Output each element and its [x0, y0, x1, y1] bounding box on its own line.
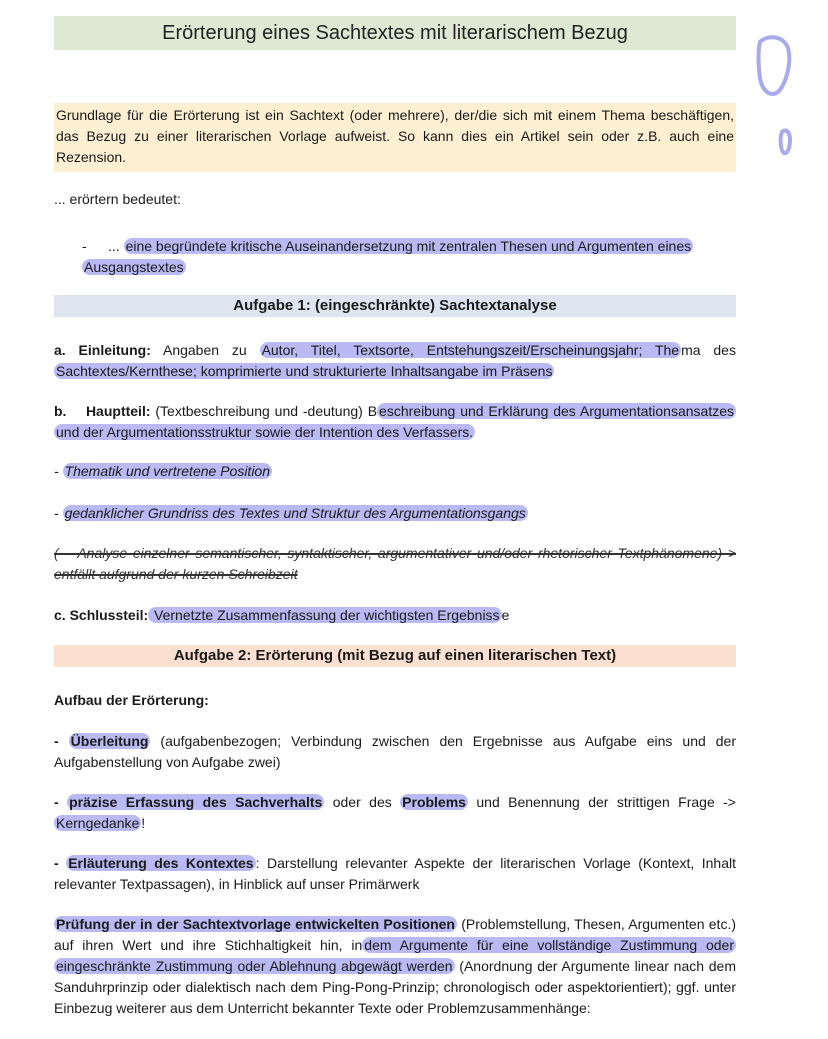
task2-erlaeuterung — [54, 853, 736, 895]
e-dash: - — [54, 855, 67, 871]
bullet-highlight: eine begründete kritische Auseinandersetzung mit zentralen Thesen und Argumenten eines Ausgangstextes — [84, 238, 692, 275]
p-highlight-2: Problems — [402, 794, 466, 810]
a-text-2: ma des — [681, 342, 736, 358]
item2-dash: - — [54, 505, 63, 521]
p-text: oder des — [324, 794, 401, 810]
pr-text: (Problemstellung, Thesen, Argumenten etc.) auf ihren Wert und ihre Stichhaltigkeit hin, in — [54, 916, 736, 953]
u-highlight: Überleitung — [70, 733, 149, 749]
p-dash: - — [54, 794, 68, 810]
a-highlight-2: Sachtextes/Kernthese; komprimierte und strukturierte Inhaltsangabe im Präsens — [56, 363, 553, 379]
b-text: (Textbeschreibung und -deutung) B — [150, 403, 378, 419]
p-highlight: präzise Erfassung des Sachverhalts — [69, 794, 323, 810]
e-text: : Darstellung relevanter Aspekte der literarischen Vorlage (Kontext, Inhalt relevanter Textpassagen), in Hinblick auf unser Primärwerk — [54, 855, 736, 892]
pr-highlight-2: dem Argumente für eine vollständige Zustimmung oder eingeschränkte Zustimmung oder Ablehnung abgewägt werden — [56, 937, 735, 974]
b-highlight: eschreibung und Erklärung des Argumentationsansatzes und der Argumentationsstruktur sowie der Intention des Verfassers. — [56, 403, 734, 440]
u-text: (aufgabenbezogen; Verbindung zwischen den Ergebnisse aus Aufgabe eins und der Aufgabenstellung von Aufgabe zwei) — [54, 733, 736, 770]
eroertern-label: ... erörtern bedeutet: — [54, 191, 181, 207]
u-dash: - — [54, 733, 69, 749]
pr-text-2: (Anordnung der Argumente linear nach dem Sanduhrprinzip oder dialektisch nach dem Ping-Pong-Prinzip; chronologisch oder aspektorientiert); ggf. unter Einbezug weiterer aus dem Unterricht bekannter Texte oder Problemzusammenhänge: — [54, 958, 736, 1016]
p-text-3: ! — [141, 815, 146, 831]
item2-highlight: gedanklicher Grundriss des Textes und Struktur des Argumentationsgangs — [64, 505, 526, 521]
pen-scribble-icon — [740, 20, 820, 170]
bullet-prefix: ... — [108, 238, 124, 254]
task2-pruefung — [54, 914, 736, 1019]
task1-item-1 — [54, 461, 736, 482]
pr-highlight: Prüfung der in der Sachtextvorlage entwickelten Positionen — [56, 916, 455, 932]
c-label: c. Schlussteil: — [54, 607, 149, 623]
item1-dash: - — [54, 463, 63, 479]
a-label: a. Einleitung: — [54, 342, 151, 358]
bullet-dash: - — [82, 238, 87, 254]
intro-box: Grundlage für die Erörterung ist ein Sachtext (oder mehrere), der/die sich mit einem Thema beschäftigen, das Bezug zu einer literarischen Vorlage aufweist. So kann dies ein Artikel sein oder z.B. auch eine Rezension. — [54, 103, 736, 172]
aufbau-label: Aufbau der Erörterung: — [54, 692, 209, 708]
struck-note: ( – Analyse einzelner semantischer, syntaktischer, argumentativer und/oder rhetorischer Textphänomene) > entfällt aufgrund der kurzen Schreibzeit — [54, 545, 736, 582]
page-title: Erörterung eines Sachtextes mit literarischem Bezug — [54, 16, 736, 50]
task1-b — [54, 401, 736, 443]
item1-highlight: Thematik und vertretene Position — [64, 463, 271, 479]
eroertern-bullet — [54, 236, 708, 278]
a-text: Angaben zu — [150, 342, 260, 358]
task1-c — [54, 605, 736, 626]
e-highlight: Erläuterung des Kontextes — [68, 855, 254, 871]
task2-praezise — [54, 792, 736, 834]
c-text: e — [501, 607, 510, 623]
task1-item-2 — [54, 503, 736, 524]
c-highlight: Vernetzte Zusammenfassung der wichtigsten Ergebniss — [150, 607, 500, 623]
task1-a — [54, 340, 736, 382]
b-label: b. Hauptteil: — [54, 403, 151, 419]
task1-heading: Aufgabe 1: (eingeschränkte) Sachtextanalyse — [54, 295, 736, 317]
p-text-2: und Benennung der strittigen Frage -> — [467, 794, 736, 810]
a-highlight: Autor, Titel, Textsorte, Entstehungszeit/Erscheinungsjahr; The — [261, 342, 680, 358]
task2-ueberleitung — [54, 731, 736, 773]
task2-heading: Aufgabe 2: Erörterung (mit Bezug auf einen literarischen Text) — [54, 645, 736, 667]
p-highlight-3: Kerngedanke — [56, 815, 140, 831]
